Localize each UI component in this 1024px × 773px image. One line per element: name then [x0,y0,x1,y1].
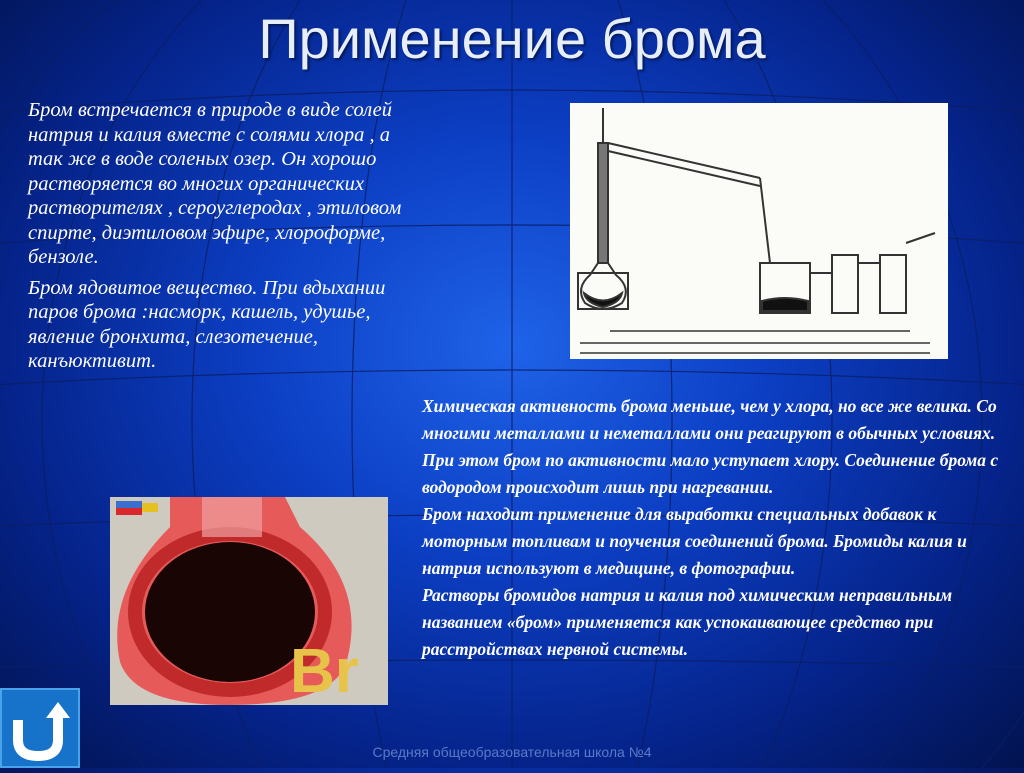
right-paragraph: Химическая активность брома меньше, чем у хлора, но все же велика. Со многими металлами и неметаллами они реагируют в обычных условиях. При этом бром по активности мало уступает хлору. Соединение брома с водородом происходит лишь при нагревании. [422,396,999,497]
footer-school-name: Средняя общеобразовательная школа №4 [372,744,652,760]
bromine-symbol: Br [290,637,359,705]
right-paragraph: Бром находит применение для выработки специальных добавок к моторным топливам и поучения соединений брома. Бромиды калия и натрия используют в медицине, в фотографии. [422,504,967,578]
slide-title: Применение брома [258,7,766,70]
left-paragraph: Бром ядовитое вещество. При вдыхании паров брома :насморк, кашель, удушье, явление бронхита, слезотечение, канъюктивит. [28,276,386,372]
left-text-block [28,98,423,380]
apparatus-drawing [570,103,948,359]
right-text-block [422,393,1012,663]
right-paragraph: Растворы бромидов натрия и калия под химическим неправильным названием «бром» применяется как успокаивающее средство при расстройствах нервной системы. [422,585,953,659]
bromine-flask-photo [110,497,388,705]
distillation-apparatus-image [570,103,948,359]
left-paragraph: Бром встречается в природе в виде солей натрия и калия вместе с солями хлора , а так же в воде соленых озер. Он хорошо растворяется во многих органических растворителях , сероуглеродах , этиловом спирте, диэтиловом эфире, хлороформе, бензоле. [28,99,402,268]
bromine-flask-drawing [110,497,388,705]
